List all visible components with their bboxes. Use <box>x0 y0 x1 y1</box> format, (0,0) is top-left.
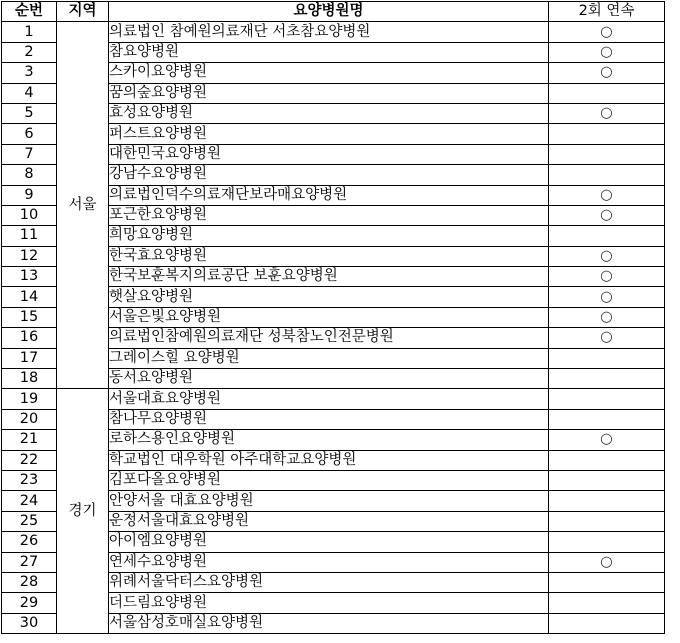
row-number: 18 <box>2 369 57 389</box>
consecutive-mark <box>549 165 665 185</box>
row-number: 17 <box>2 348 57 368</box>
row-number: 30 <box>2 613 57 633</box>
hospital-name: 서울대효요양병원 <box>109 389 549 409</box>
consecutive-mark <box>549 532 665 552</box>
consecutive-mark: ○ <box>549 552 665 572</box>
row-number: 7 <box>2 144 57 164</box>
row-number: 6 <box>2 124 57 144</box>
table-row <box>2 22 665 42</box>
hospital-name: 그레이스힐 요양병원 <box>109 348 549 368</box>
consecutive-mark <box>549 144 665 164</box>
hospital-name: 강남수요양병원 <box>109 165 549 185</box>
row-number: 21 <box>2 430 57 450</box>
header-no: 순번 <box>2 2 57 22</box>
consecutive-mark: ○ <box>549 246 665 266</box>
consecutive-mark: ○ <box>549 22 665 42</box>
consecutive-mark: ○ <box>549 430 665 450</box>
consecutive-mark <box>549 572 665 592</box>
header-region: 지역 <box>57 2 109 22</box>
hospital-name: 안양서울 대효요양병원 <box>109 491 549 511</box>
hospital-name: 포근한요양병원 <box>109 205 549 225</box>
consecutive-mark <box>549 450 665 470</box>
row-number: 2 <box>2 42 57 62</box>
row-number: 25 <box>2 511 57 531</box>
hospital-name: 의료법인참예원의료재단 성북참노인전문병원 <box>109 328 549 348</box>
row-number: 8 <box>2 165 57 185</box>
consecutive-mark <box>549 409 665 429</box>
row-number: 27 <box>2 552 57 572</box>
consecutive-mark <box>549 491 665 511</box>
hospital-name: 더드림요양병원 <box>109 593 549 613</box>
consecutive-mark: ○ <box>549 42 665 62</box>
consecutive-mark <box>549 613 665 633</box>
row-number: 13 <box>2 267 57 287</box>
hospital-name: 김포다올요양병원 <box>109 470 549 490</box>
row-number: 15 <box>2 307 57 327</box>
consecutive-mark <box>549 369 665 389</box>
row-number: 19 <box>2 389 57 409</box>
consecutive-mark <box>549 83 665 103</box>
hospital-name: 한국보훈복지의료공단 보훈요양병원 <box>109 267 549 287</box>
row-number: 14 <box>2 287 57 307</box>
consecutive-mark <box>549 389 665 409</box>
row-number: 22 <box>2 450 57 470</box>
consecutive-mark: ○ <box>549 103 665 123</box>
hospital-name: 학교법인 대우학원 아주대학교요양병원 <box>109 450 549 470</box>
region-cell: 경기 <box>57 389 109 634</box>
hospital-name: 의료법인덕수의료재단보라매요양병원 <box>109 185 549 205</box>
row-number: 12 <box>2 246 57 266</box>
hospital-name: 연세수요양병원 <box>109 552 549 572</box>
row-number: 1 <box>2 22 57 42</box>
hospital-name: 한국효요양병원 <box>109 246 549 266</box>
row-number: 20 <box>2 409 57 429</box>
table-body <box>2 22 665 634</box>
consecutive-mark: ○ <box>549 328 665 348</box>
hospital-name: 스카이요양병원 <box>109 63 549 83</box>
row-number: 10 <box>2 205 57 225</box>
region-cell: 서울 <box>57 22 109 389</box>
row-number: 29 <box>2 593 57 613</box>
row-number: 3 <box>2 63 57 83</box>
consecutive-mark <box>549 593 665 613</box>
hospital-name: 위례서울닥터스요양병원 <box>109 572 549 592</box>
row-number: 4 <box>2 83 57 103</box>
hospital-name: 햇살요양병원 <box>109 287 549 307</box>
row-number: 26 <box>2 532 57 552</box>
hospital-name: 효성요양병원 <box>109 103 549 123</box>
consecutive-mark <box>549 470 665 490</box>
hospital-name: 참요양병원 <box>109 42 549 62</box>
row-number: 16 <box>2 328 57 348</box>
consecutive-mark <box>549 511 665 531</box>
row-number: 11 <box>2 226 57 246</box>
consecutive-mark: ○ <box>549 267 665 287</box>
hospital-name: 의료법인 참예원의료재단 서초참요양병원 <box>109 22 549 42</box>
consecutive-mark <box>549 226 665 246</box>
row-number: 24 <box>2 491 57 511</box>
row-number: 5 <box>2 103 57 123</box>
hospital-name: 대한민국요양병원 <box>109 144 549 164</box>
header-row <box>2 2 665 22</box>
consecutive-mark: ○ <box>549 63 665 83</box>
hospital-table <box>1 1 665 634</box>
consecutive-mark: ○ <box>549 287 665 307</box>
consecutive-mark <box>549 348 665 368</box>
hospital-name: 운정서울대효요양병원 <box>109 511 549 531</box>
header-consecutive: 2회 연속 <box>549 2 665 22</box>
hospital-name: 서울은빛요양병원 <box>109 307 549 327</box>
hospital-name: 참나무요양병원 <box>109 409 549 429</box>
hospital-name: 아이엠요양병원 <box>109 532 549 552</box>
hospital-name: 로하스용인요양병원 <box>109 430 549 450</box>
hospital-name: 꿈의숲요양병원 <box>109 83 549 103</box>
row-number: 23 <box>2 470 57 490</box>
consecutive-mark: ○ <box>549 185 665 205</box>
consecutive-mark: ○ <box>549 205 665 225</box>
hospital-name: 서울삼성호매실요양병원 <box>109 613 549 633</box>
header-name: 요양병원명 <box>109 2 549 22</box>
row-number: 9 <box>2 185 57 205</box>
hospital-name: 희망요양병원 <box>109 226 549 246</box>
hospital-name: 퍼스트요양병원 <box>109 124 549 144</box>
hospital-name: 동서요양병원 <box>109 369 549 389</box>
row-number: 28 <box>2 572 57 592</box>
consecutive-mark <box>549 124 665 144</box>
table-row <box>2 389 665 409</box>
consecutive-mark: ○ <box>549 307 665 327</box>
